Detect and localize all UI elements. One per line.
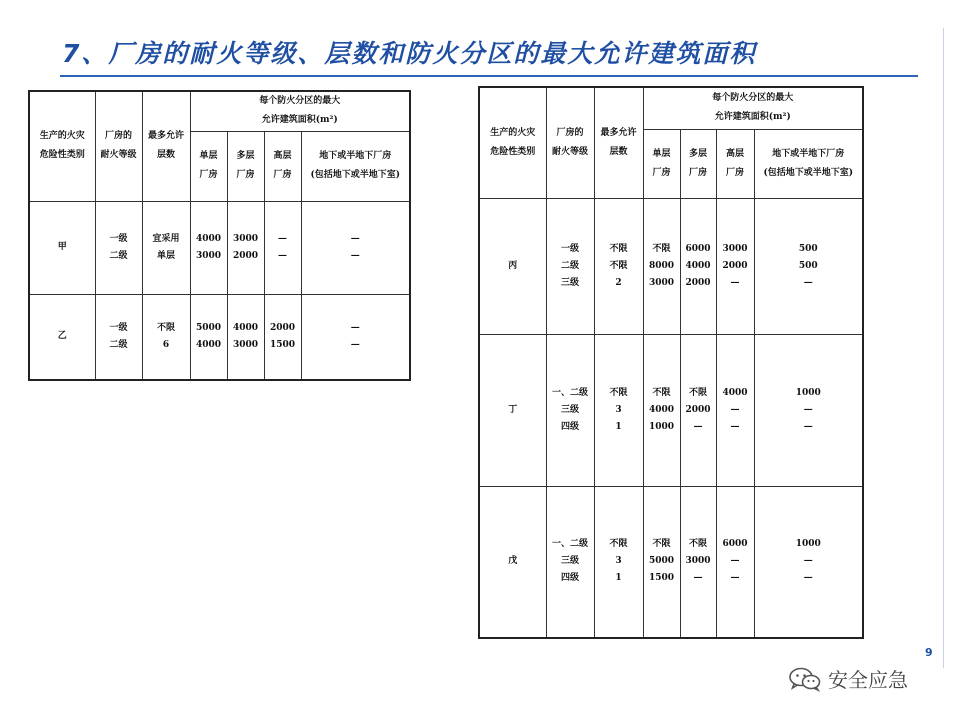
header-max-floors: 最多允许 层数	[142, 91, 190, 201]
table-row	[479, 486, 863, 638]
cell-single: 4000 3000	[190, 201, 227, 294]
header-max-area: 每个防火分区的最大 允许建筑面积(m²)	[643, 87, 863, 129]
header-hazard-category: 生产的火灾 危险性类别	[29, 91, 95, 201]
cell-underground: 1000 — —	[754, 334, 863, 486]
cell-underground: — —	[301, 294, 410, 380]
header-fire-rating: 厂房的 耐火等级	[95, 91, 142, 201]
cell-rating: 一、二级 三级 四级	[546, 334, 594, 486]
cell-category: 甲	[29, 201, 95, 294]
fire-area-table-left	[28, 90, 411, 381]
header-high-rise: 高层 厂房	[716, 129, 754, 198]
cell-single: 不限 5000 1500	[643, 486, 680, 638]
cell-multi: 不限 3000 —	[680, 486, 716, 638]
header-single-floor: 单层 厂房	[190, 131, 227, 201]
cell-high: 2000 1500	[264, 294, 301, 380]
cell-category: 丙	[479, 198, 546, 334]
header-max-area: 每个防火分区的最大 允许建筑面积(m²)	[190, 91, 410, 131]
table-row	[29, 201, 410, 294]
header-multi-floor: 多层 厂房	[680, 129, 716, 198]
fire-area-table-right	[478, 86, 864, 639]
cell-floors: 宜采用 单层	[142, 201, 190, 294]
table-row	[29, 294, 410, 380]
slide-title: 7、厂房的耐火等级、层数和防火分区的最大允许建筑面积	[62, 39, 757, 68]
cell-rating: 一级 二级	[95, 294, 142, 380]
cell-single: 5000 4000	[190, 294, 227, 380]
right-margin-line	[943, 28, 944, 668]
wechat-icon	[788, 666, 822, 692]
cell-floors: 不限 6	[142, 294, 190, 380]
header-max-floors: 最多允许 层数	[594, 87, 643, 198]
table-row	[479, 198, 863, 334]
cell-multi: 3000 2000	[227, 201, 264, 294]
cell-high: — —	[264, 201, 301, 294]
cell-floors: 不限 3 1	[594, 486, 643, 638]
title-underline	[60, 75, 918, 77]
cell-underground: 1000 — —	[754, 486, 863, 638]
cell-single: 不限 4000 1000	[643, 334, 680, 486]
cell-high: 4000 — —	[716, 334, 754, 486]
header-underground: 地下或半地下厂房 (包括地下或半地下室)	[754, 129, 863, 198]
cell-category: 戊	[479, 486, 546, 638]
cell-rating: 一级 二级	[95, 201, 142, 294]
brand-name: 安全应急	[828, 668, 908, 692]
cell-underground: — —	[301, 201, 410, 294]
cell-floors: 不限 3 1	[594, 334, 643, 486]
header-single-floor: 单层 厂房	[643, 129, 680, 198]
brand-watermark	[788, 664, 908, 693]
cell-multi: 不限 2000 —	[680, 334, 716, 486]
cell-underground: 500 500 —	[754, 198, 863, 334]
cell-high: 6000 — —	[716, 486, 754, 638]
cell-multi: 6000 4000 2000	[680, 198, 716, 334]
cell-single: 不限 8000 3000	[643, 198, 680, 334]
table-row	[479, 334, 863, 486]
header-high-rise: 高层 厂房	[264, 131, 301, 201]
header-hazard-category: 生产的火灾 危险性类别	[479, 87, 546, 198]
header-underground: 地下或半地下厂房 (包括地下或半地下室)	[301, 131, 410, 201]
cell-category: 乙	[29, 294, 95, 380]
cell-floors: 不限 不限 2	[594, 198, 643, 334]
cell-multi: 4000 3000	[227, 294, 264, 380]
page-number: 9	[925, 646, 933, 659]
cell-category: 丁	[479, 334, 546, 486]
cell-high: 3000 2000 —	[716, 198, 754, 334]
cell-rating: 一级 二级 三级	[546, 198, 594, 334]
header-fire-rating: 厂房的 耐火等级	[546, 87, 594, 198]
cell-rating: 一、二级 三级 四级	[546, 486, 594, 638]
header-multi-floor: 多层 厂房	[227, 131, 264, 201]
